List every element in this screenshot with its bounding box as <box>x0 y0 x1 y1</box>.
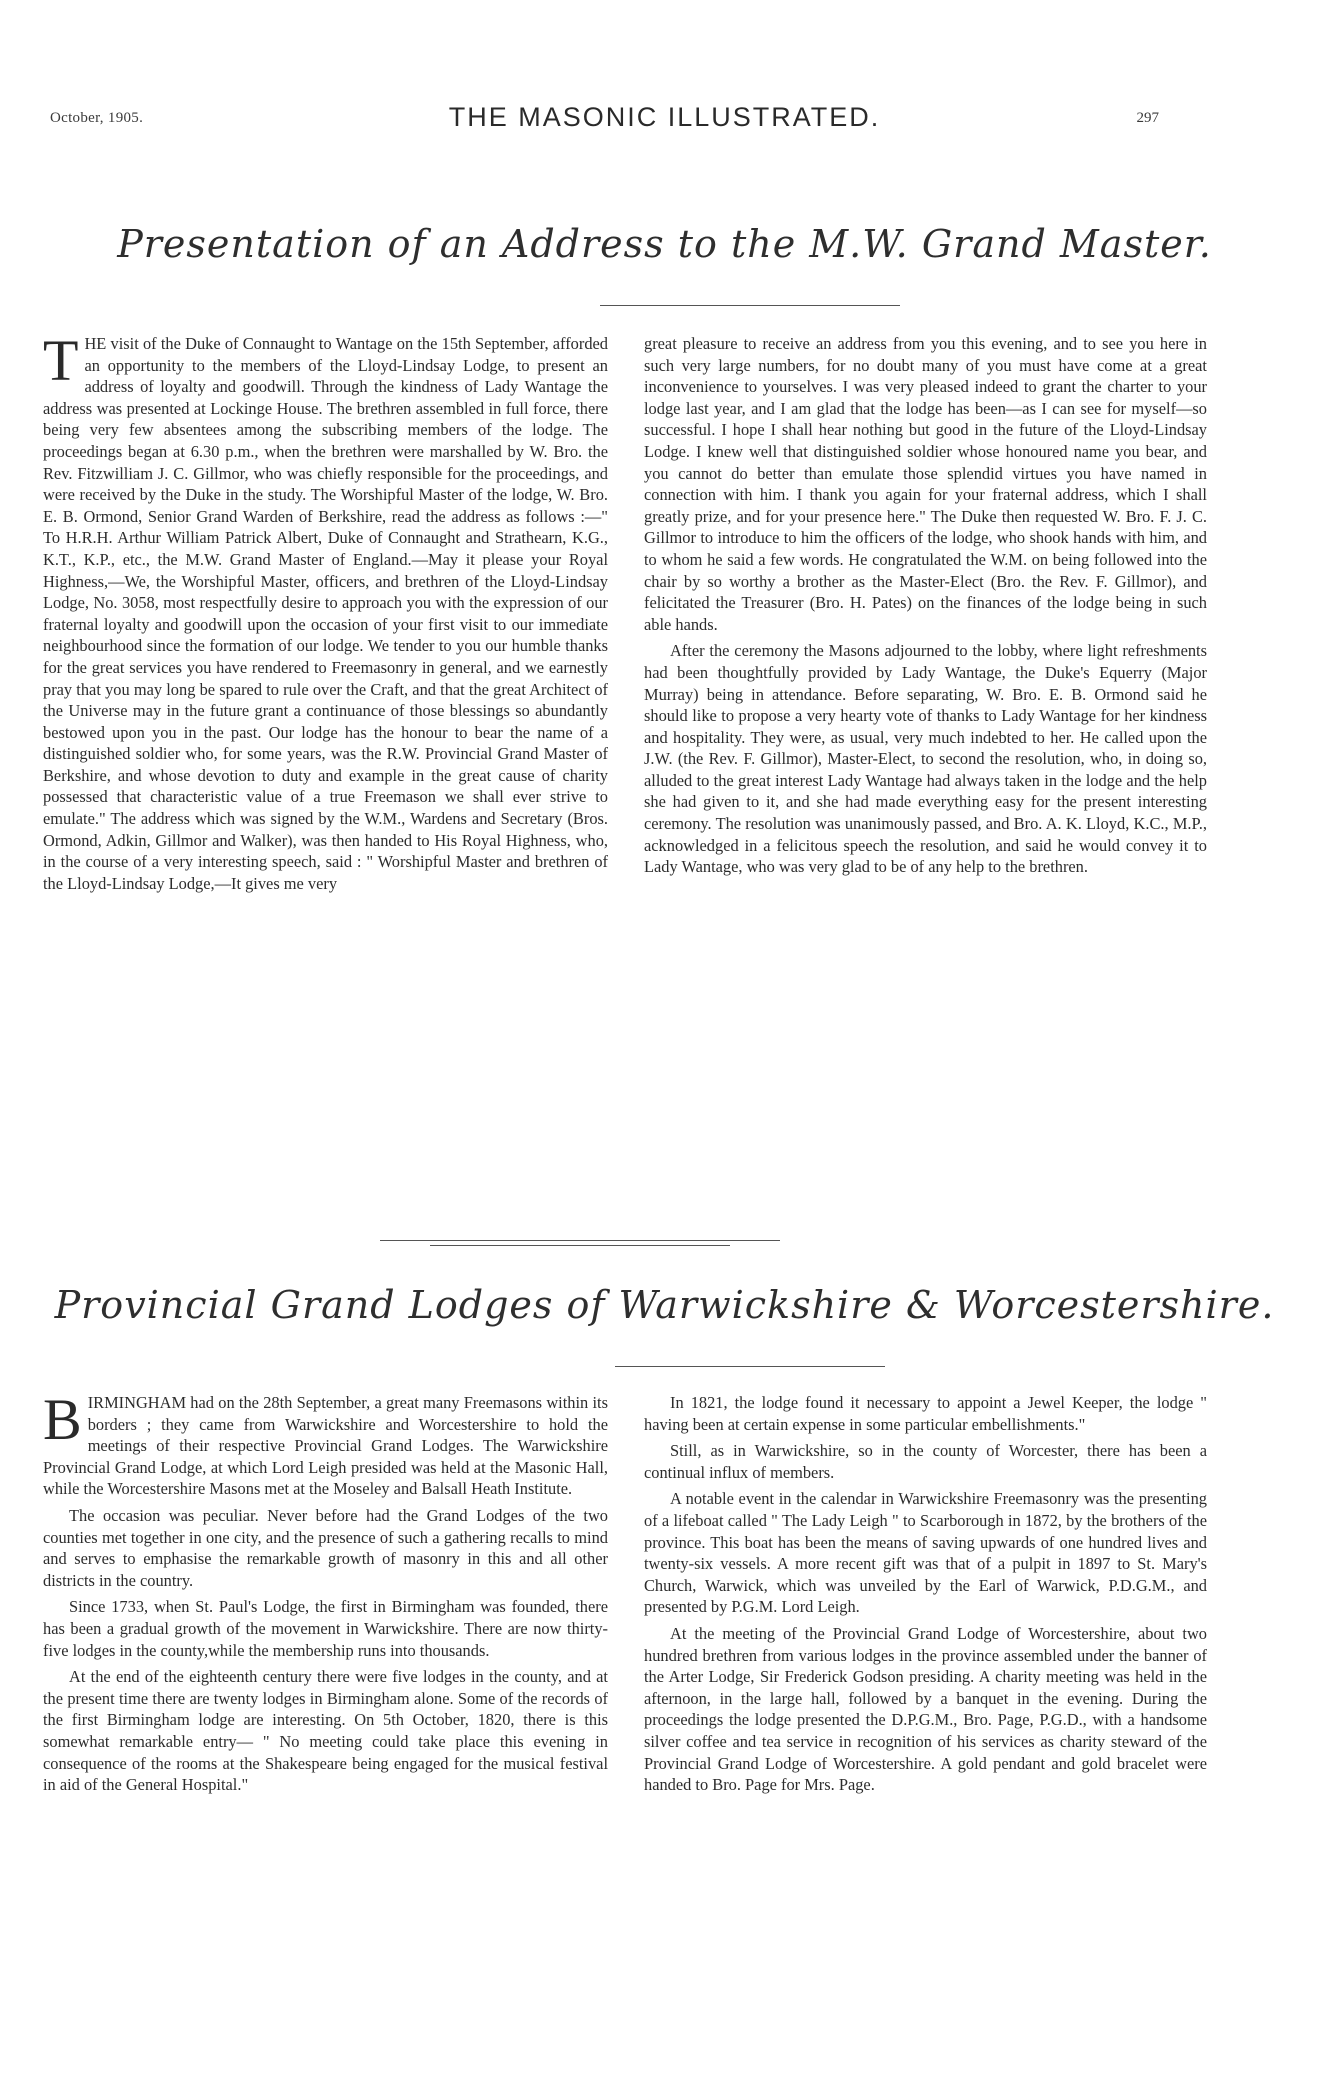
article2-paragraph: In 1821, the lodge found it necessary to appoint a Jewel Keeper, the lodge " having been at certain expense in some particular embellishments." <box>644 1393 1207 1434</box>
article2-paragraph <box>43 1387 608 1500</box>
article2-paragraph: At the end of the eighteenth century there were five lodges in the county, and at the present time there are twenty lodges in Birmingham alone. Some of the records of the first Birmingham lodge are interesting. On 5th October, 1820, there is this somewhat remarkable entry— " No meeting could take place this evening in consequence of the rooms at the Shakespeare being engaged for the musical festival in aid of the General Hospital." <box>43 1667 608 1795</box>
article1-column-2 <box>644 333 1207 883</box>
article2-paragraph: A notable event in the calendar in Warwickshire Freemasonry was the presenting of a lifeboat called " The Lady Leigh " to Scarborough in 1872, by the brothers of the province. This boat has been the means of saving upwards of one hundred lives and twenty-six vessels. A more recent gift was that of a pulpit in 1897 to St. Mary's Church, Warwick, which was unveiled by the Earl of Warwick, P.D.G.M., and presented by P.G.M. Lord Leigh. <box>644 1489 1207 1617</box>
article2-column-1 <box>43 1387 608 1801</box>
article2-paragraph: Since 1733, when St. Paul's Lodge, the first in Birmingham was founded, there has been a gradual growth of the movement in Warwickshire. There are now thirty-five lodges in the county,while the membership runs into thousands. <box>43 1597 608 1660</box>
article1-title: Presentation of an Address to the M.W. Grand Master. <box>117 222 1212 266</box>
section-divider <box>430 1245 730 1246</box>
paragraph-text: HE visit of the Duke of Connaught to Wantage on the 15th September, afforded an opportunity to the members of the Lloyd-Lindsay Lodge, to present an address of loyalty and goodwill. Through the kindness of Lady Wantage the address was presented at Lockinge House. The brethren assembled in full force, there being very few absentees among the subscribing members of the lodge. The proceedings began at 6.30 p.m., when the brethren were marshalled by W. Bro. the Rev. Fitzwilliam J. C. Gillmor, who was chiefly responsible for the proceedings, and were received by the Duke in the study. The Worshipful Master of the lodge, W. Bro. E. B. Ormond, Senior Grand Warden of Berkshire, read the address as follows :—" To H.R.H. Arthur William Patrick Albert, Duke of Connaught and Strathearn, K.G., K.T., K.P., etc., the M.W. Grand Master of England.—May it please your Royal Highness,—We, the Worshipful Master, officers, and brethren of the Lloyd-Lindsay Lodge, No. 3058, most respectfully desire to approach you with the expression of our fraternal loyalty and goodwill upon the occasion of your first visit to our immediate neighbourhood since the formation of our lodge. We tender to you our humble thanks for the great services you have rendered to Freemasonry in general, and we earnestly pray that you may long be spared to rule over the Craft, and that the great Architect of the Universe may in the future grant a continuance of those blessings so abundantly bestowed upon you in the past. Our lodge has the honour to bear the name of a distinguished soldier who, for some years, was the R.W. Provincial Grand Master of Berkshire, and whose devotion to duty and example in the great cause of charity possessed that characteristic value of a true Freemason we shall ever strive to emulate." The address which was signed by the W.M., Wardens and Secretary (Bros. Ormond, Adkin, Gillmor and Walker), was then handed to His Royal Highness, who, in the course of a very interesting speech, said : " Worshipful Master and brethren of the Lloyd-Lindsay Lodge,—It gives me very <box>43 334 608 893</box>
article2-paragraph: At the meeting of the Provincial Grand Lodge of Worcestershire, about two hundred brethren from various lodges in the province assembled under the banner of the Arter Lodge, Sir Frederick Godson presiding. A charity meeting was held in the afternoon, in the large hall, followed by a banquet in the evening. During the proceedings the lodge presented the D.P.G.M., Bro. Page, P.G.D., with a handsome silver coffee and tea service in recognition of his services as charity steward of the Provincial Grand Lodge of Worcestershire. A gold pendant and gold bracelet were handed to Bro. Page for Mrs. Page. <box>644 1623 1207 1795</box>
drop-cap: T <box>43 328 79 393</box>
article1-paragraph: After the ceremony the Masons adjourned to the lobby, where light refreshments had been thoughtfully provided by Lady Wantage, the Duke's Equerry (Major Murray) being in attendance. Before separating, W. Bro. E. B. Ormond said he should like to propose a very hearty vote of thanks to Lady Wantage for her kindness and hospitality. They were, as usual, very much indebted to her. He called upon the J.W. (the Rev. F. Gillmor), Master-Elect, to second the resolution, who, in doing so, alluded to the great interest Lady Wantage had always taken in the lodge and the help she had given to it, and she had made everything easy for the present interesting ceremony. The resolution was unanimously passed, and Bro. A. K. Lloyd, K.C., M.P., acknowledged in a felicitous speech the resolution, and said he would convey it to Lady Wantage, who was very glad to be of any help to the brethren. <box>644 641 1207 877</box>
title-rule <box>600 305 900 306</box>
page-number: 297 <box>1136 110 1159 126</box>
article2-paragraph: The occasion was peculiar. Never before had the Grand Lodges of the two counties met together in one city, and the presence of such a gathering recalls to mind and serves to emphasise the remarkable growth of masonry in this and all other districts in the country. <box>43 1505 608 1590</box>
publication-title: THE MASONIC ILLUSTRATED. <box>448 102 881 132</box>
article2-title: Provincial Grand Lodges of Warwickshire & Worcestershire. <box>54 1283 1275 1327</box>
paragraph-text: IRMINGHAM had on the 28th September, a great many Freemasons within its borders ; they came from Warwickshire and Worcestershire to hold the meetings of their respective Provincial Grand Lodges. The Warwickshire Provincial Grand Lodge, at which Lord Leigh presided was held at the Masonic Hall, while the Worcestershire Masons met at the Moseley and Balsall Heath Institute. <box>43 1393 608 1499</box>
article2-paragraph: Still, as in Warwickshire, so in the county of Worcester, there has been a continual influx of members. <box>644 1441 1207 1482</box>
section-divider <box>380 1240 780 1241</box>
article1-paragraph: great pleasure to receive an address from you this evening, and to see you here in such very large numbers, for no doubt many of you must have come at a great inconvenience to yourselves. I was very pleased indeed to grant the charter to your lodge last year, and I am glad that the lodge has been—as I can see for myself—so successful. I hope I shall hear nothing but good in the future of the Lloyd-Lindsay Lodge. I knew well that distinguished soldier whose honoured name you bear, and you cannot do better than emulate those splendid virtues you have named in connection with him. I thank you again for your fraternal address, which I shall greatly prize, and for your presence here." The Duke then requested W. Bro. F. J. C. Gillmor to introduce to him the officers of the lodge, who shook hands with him, and to whom he said a few words. He congratulated the W.M. on being followed into the chair by so worthy a brother as the Master-Elect (Bro. the Rev. F. Gillmor), and felicitated the Treasurer (Bro. H. Pates) on the finances of the lodge being in such able hands. <box>644 334 1207 634</box>
title-rule <box>615 1366 885 1367</box>
issue-date: October, 1905. <box>50 110 144 126</box>
article1-column-1 <box>43 328 608 899</box>
article2-column-2 <box>644 1392 1207 1801</box>
drop-cap: B <box>43 1387 82 1452</box>
article1-paragraph <box>43 328 608 894</box>
